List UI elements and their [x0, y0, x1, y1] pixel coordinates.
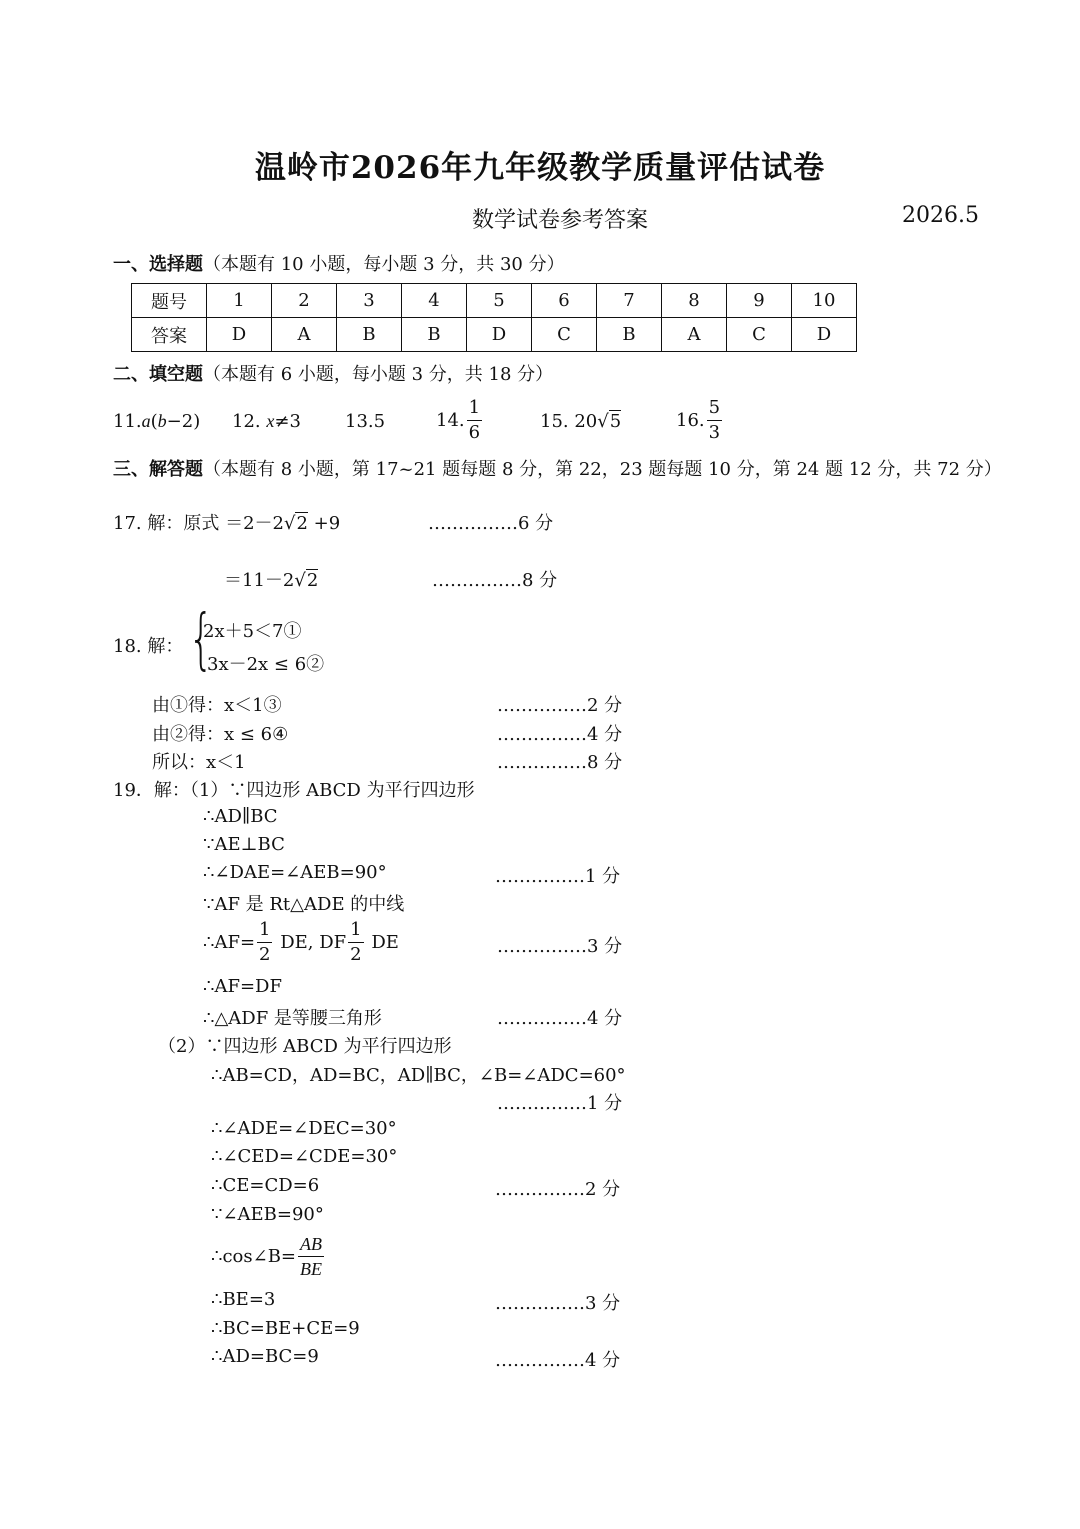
section1-note: （本题有 10 小题，每小题 3 分，共 30 分）	[203, 254, 565, 275]
system-brace: {	[188, 600, 214, 677]
q19-line: ∴AD∥BC	[203, 806, 278, 827]
q19-line: ∴BE=3	[211, 1289, 276, 1310]
section2-heading	[113, 360, 553, 386]
answer-15: 15. 20√5	[540, 411, 622, 432]
q19-line: ∴∠ADE=∠DEC=30°	[211, 1118, 397, 1139]
q19-score: ……………2 分	[495, 1179, 621, 1200]
q19-part2-head: （2）∵四边形 ABCD 为平行四边形	[158, 1036, 452, 1057]
q19-line: ∴∠CED=∠CDE=30°	[211, 1146, 398, 1167]
section2-note: （本题有 6 小题，每小题 3 分，共 18 分）	[203, 364, 554, 385]
q19-line: ∴CE=CD=6	[211, 1175, 320, 1196]
table-cell: 9	[727, 284, 792, 318]
q17-line1: 17. 解：原式 ＝2－2√2 +9	[113, 513, 341, 534]
table-row-label: 题号	[132, 284, 207, 318]
answer-16: 16. $\frac{5}{3}$	[676, 397, 721, 443]
q17-score2: ……………8 分	[432, 570, 558, 591]
q18-eq1: 2x＋5＜7①	[203, 621, 302, 642]
q19-line: ∵AF 是 Rt△ADE 的中线	[203, 894, 405, 915]
page-subtitle: 数学试卷参考答案	[472, 208, 649, 233]
section1-title: 一、选择题	[113, 254, 203, 275]
q18-eq2: 3x－2x ≤ 6②	[207, 654, 325, 675]
table-cell: 5	[467, 284, 532, 318]
q19-score: ……………1 分	[495, 866, 621, 887]
table-cell: C	[532, 318, 597, 352]
q19-line-fraction: ∴cos∠B= $\frac{AB}{BE}$	[211, 1234, 322, 1279]
q19-line: ∵AE⊥BC	[203, 834, 285, 855]
q19-line: ∴△ADF 是等腰三角形	[203, 1008, 382, 1029]
table-cell: 4	[402, 284, 467, 318]
table-cell: 2	[272, 284, 337, 318]
q18-label: 18. 解：	[113, 636, 184, 657]
q19-line: ∴AF=DF	[203, 976, 282, 997]
q19-line: ∴BC=BE+CE=9	[211, 1318, 360, 1339]
q18-score1: ……………2 分	[497, 695, 623, 716]
section2-title: 二、填空题	[113, 364, 203, 385]
table-cell: 8	[662, 284, 727, 318]
table-cell: 1	[207, 284, 272, 318]
q18-step3: 所以：x＜1	[152, 752, 246, 773]
table-cell: 3	[337, 284, 402, 318]
q19-score: ……………3 分	[497, 936, 623, 957]
answer-12: 12. x≠3	[232, 411, 301, 432]
table-cell: A	[662, 318, 727, 352]
table-cell: C	[727, 318, 792, 352]
q18-step2: 由②得：x ≤ 6④	[152, 724, 289, 745]
table-cell: 10	[792, 284, 857, 318]
q18-step1: 由①得：x＜1③	[152, 695, 282, 716]
answer-table	[131, 283, 857, 352]
section3-title: 三、解答题	[113, 459, 203, 480]
section3-heading	[113, 455, 1002, 481]
exam-date: 2026.5	[902, 203, 979, 228]
q19-score: ……………1 分	[497, 1093, 623, 1114]
q17-line2: ＝11－2√2	[224, 570, 319, 591]
table-row	[132, 318, 857, 352]
q19-line: ∴∠DAE=∠AEB=90°	[203, 862, 387, 883]
page-title: 温岭市2026年九年级教学质量评估试卷	[254, 150, 826, 186]
q18-score3: ……………8 分	[497, 752, 623, 773]
q17-score1: ……………6 分	[428, 513, 554, 534]
q19-line: ∴AB=CD，AD=BC，AD∥BC，∠B=∠ADC=60°	[211, 1065, 626, 1086]
table-cell: B	[597, 318, 662, 352]
table-cell: B	[402, 318, 467, 352]
table-cell: D	[467, 318, 532, 352]
table-cell: 6	[532, 284, 597, 318]
table-cell: D	[792, 318, 857, 352]
answer-13: 13.5	[345, 411, 386, 432]
table-cell: A	[272, 318, 337, 352]
table-row-label: 答案	[132, 318, 207, 352]
q19-line: ∴AD=BC=9	[211, 1346, 319, 1367]
q19-line-fraction: ∴AF= $\frac{1}{2}$ DE, DF $\frac{1}{2}$ DE	[203, 919, 399, 965]
table-row	[132, 284, 857, 318]
q19-line: ∵∠AEB=90°	[211, 1204, 324, 1225]
section1-heading	[113, 250, 565, 276]
answer-11: 11.a(b−2)	[113, 411, 201, 432]
q18-score2: ……………4 分	[497, 724, 623, 745]
table-cell: B	[337, 318, 402, 352]
q19-head: 19．解：（1）∵四边形 ABCD 为平行四边形	[113, 780, 475, 801]
q19-score: ……………4 分	[497, 1008, 623, 1029]
q19-score: ……………4 分	[495, 1350, 621, 1371]
q19-score: ……………3 分	[495, 1293, 621, 1314]
table-cell: D	[207, 318, 272, 352]
answer-14: 14. $\frac{1}{6}$	[436, 397, 481, 443]
section3-note: （本题有 8 小题，第 17~21 题每题 8 分，第 22，23 题每题 10 分，第 24 题 12 分，共 72 分）	[203, 459, 1002, 480]
table-cell: 7	[597, 284, 662, 318]
